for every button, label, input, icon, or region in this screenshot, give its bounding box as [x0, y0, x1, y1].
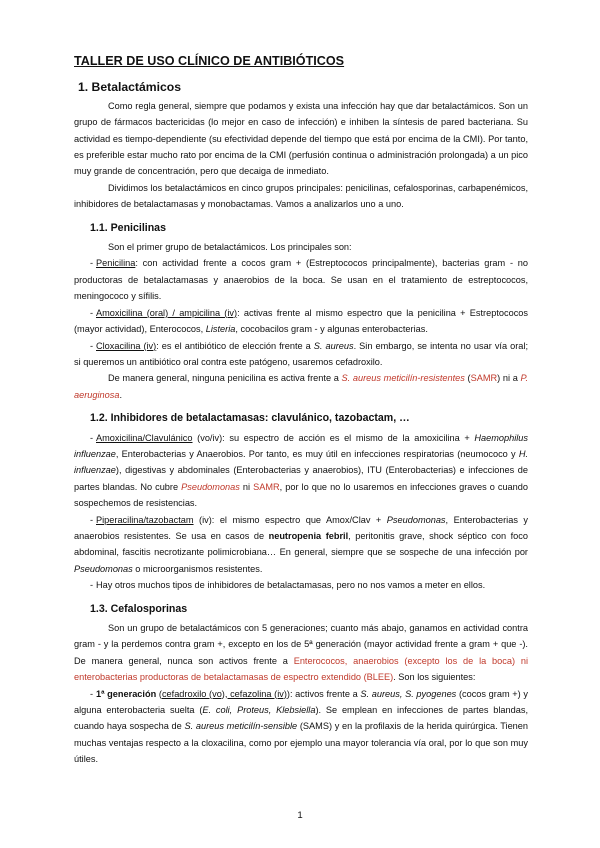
page-number: 1 [297, 810, 303, 821]
section-heading-betalactamicos: 1. Betalactámicos [78, 80, 181, 95]
list-item: - 1ª generación (cefadroxilo (vo), cefazolina (iv)): activos frente a S. aureus, S. pyogenes (cocos gram +) y alguna enterobacteria suelta (E. coli, Proteus, Klebsiella). Se emplean en infecciones de partes blandas, cuando haya sospecha de S. aureus meticilín-sensible (SAMS) y en la profilaxis de la herida quirúrgica. Tienen muchas ventajas respecto a la cloxacilina, como por ejemplo una mayor tolerancia vía oral, por lo que son muy útiles. [74, 688, 529, 765]
paragraph-penicilinas-intro: Son el primer grupo de betalactámicos. Los principales son: [108, 242, 352, 253]
drug-name: Penicilina [96, 258, 136, 269]
paragraph-intro: Como regla general, siempre que podamos y exista una infección hay que dar betalactámicos. Son un grupo de fármacos bactericidas (lo mejor en caso de infección) e inhiben la síntesis de pared bacteriana. Su actividad es tiempo-dependiente (su efectividad depende del tiempo que está por encima de la CMI). Por tanto, es preferible estar mucho rato por encima de la CMI (perfusión continua o administración prolongada) a un pico muy grande de concentración, pero que decaiga de inmediato. [74, 100, 528, 177]
list-item: - Amoxicilina/Clavulánico (vo/iv): su espectro de acción es el mismo de la amoxicilina + Haemophilus influenzae, Enterobacterias y Anaerobios. Por tanto, es muy útil en infecciones respiratorias (neumococo y H. influenzae), digestivas y abdominales (Enterobacterias y anaerobios), ITU (Enterobacterias) e infecciones de partes blandas. No cubre Pseudomonas ni SAMR, por lo que no lo usaremos en infecciones graves o cuando sospechemos de resistencias. [74, 432, 528, 509]
drug-name: Cloxacilina (iv) [96, 340, 157, 351]
paragraph-cefalosporinas: Son un grupo de betalactámicos con 5 generaciones; cuanto más abajo, ganamos en actividad contra gram - y la perdemos contra gram +, excepto en los de 5ª generación (mayor actividad frente a gram + que -). De manera general, nunca son activos frente a Enterococos, anaerobios (excepto los de la boca) ni enterobacterias productoras de betalactamasas de espectro extendido (BLEE). Son los siguientes: [74, 623, 528, 683]
list-item: - Amoxicilina (oral) / ampicilina (iv): activas frente al mismo espectro que la penicilina + Estreptococos (mayor actividad), Enterococos, Listeria, cocobacilos gram - y algunas enterobacterias. [74, 307, 528, 335]
drug-name: Amoxicilina (oral) / ampicilina (iv) [96, 307, 238, 318]
subsection-heading-inhibidores: 1.2. Inhibidores de betalactamasas: clavulánico, tazobactam, … [90, 412, 410, 425]
list-item: - Piperacilina/tazobactam (iv): el mismo espectro que Amox/Clav + Pseudomonas, Enterobacterias y anaerobios resistentes. Se usa en casos de neutropenia febril, peritonitis grave, shock séptico con foco abdominal, fascitis necrotizante polimicrobiana… En general, siempre que se sospeche de una infección por Pseudomonas o microorganismos resistentes. [74, 514, 528, 574]
paragraph-groups: Dividimos los betalactámicos en cinco grupos principales: penicilinas, cefalosporinas, carbapenémicos, inhibidores de betalactamasas y monobactamas. Vamos a analizarlos uno a uno. [74, 182, 528, 210]
list-item: - Hay otros muchos tipos de inhibidores de betalactamasas, pero no nos vamos a meter en ellos. [90, 580, 486, 591]
document-page [74, 50, 528, 768]
paragraph-penicilinas-closing: De manera general, ninguna penicilina es activa frente a S. aureus meticilín-resistentes (SAMR) ni a P. aeruginosa. [74, 373, 528, 400]
document-title: TALLER DE USO CLÍNICO DE ANTIBIÓTICOS [74, 54, 345, 68]
list-item: - Cloxacilina (iv): es el antibiótico de elección frente a S. aureus. Sin embargo, se intenta no usar vía oral; si queremos un antibiótico oral contra este patógeno, usaremos cefadroxilo. [74, 340, 529, 367]
list-item: - Penicilina: con actividad frente a cocos gram + (Estreptococos principalmente), bacterias gram - no productoras de betalactamasas y anaerobios de la boca. Se usan en el tratamiento de estreptococos, meningococo y sífilis. [74, 258, 528, 302]
subsection-heading-cefalosporinas: 1.3. Cefalosporinas [90, 602, 188, 615]
subsection-heading-penicilinas: 1.1. Penicilinas [90, 221, 166, 234]
